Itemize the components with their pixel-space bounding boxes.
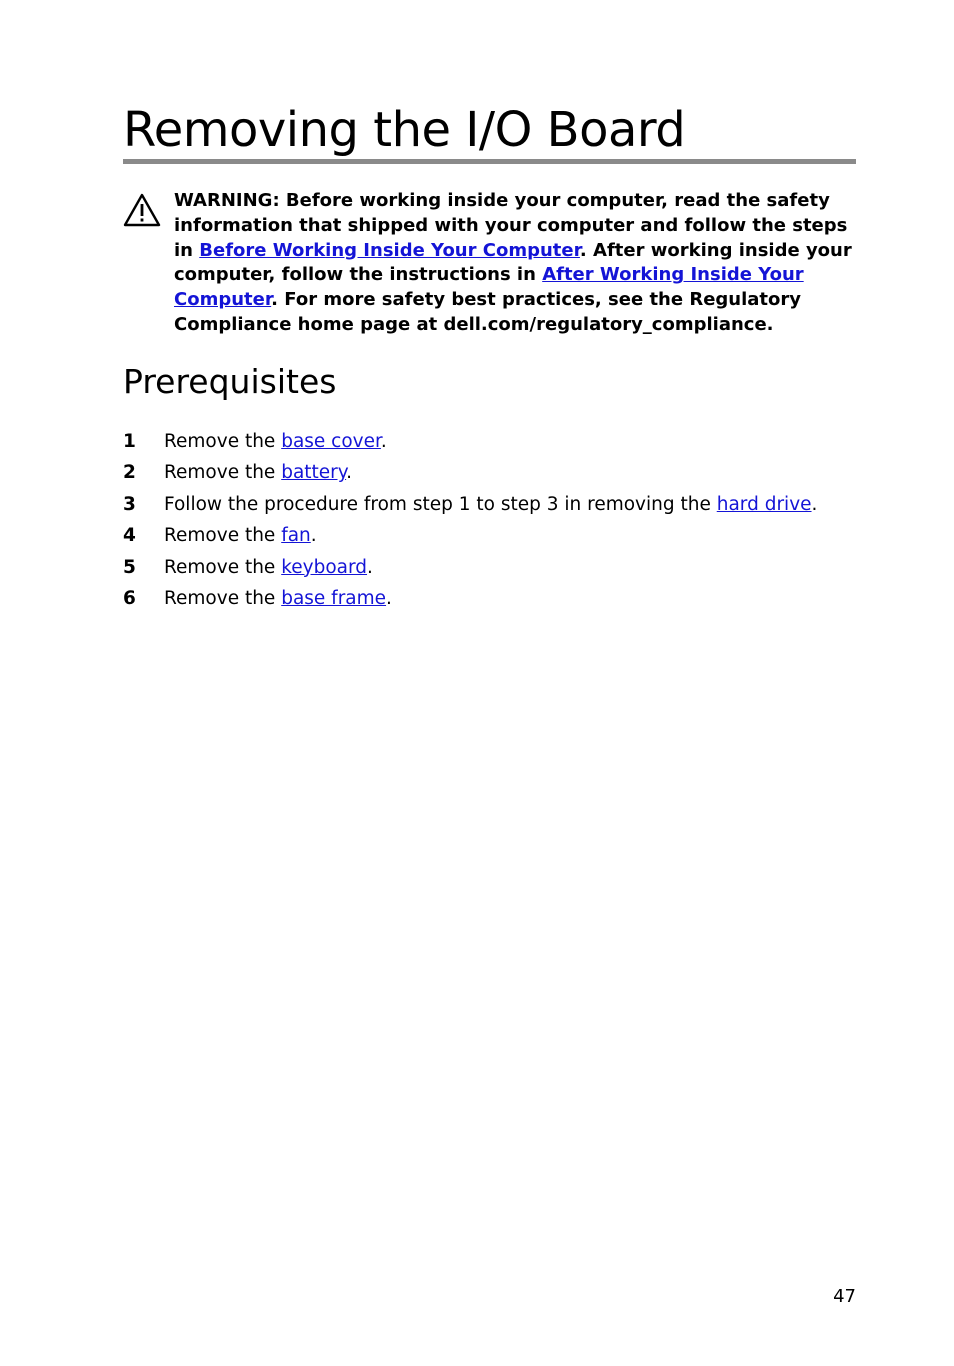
warning-text	[174, 189, 864, 338]
title-rule	[123, 159, 856, 164]
step-number: 5	[123, 556, 136, 578]
before-working-link[interactable]: Before Working Inside Your Computer	[199, 239, 580, 261]
step-punct: .	[811, 493, 818, 515]
step-text: Remove the	[164, 462, 282, 484]
list-item	[123, 585, 883, 616]
page-title: Removing the I/O Board	[123, 102, 686, 158]
list-item	[123, 491, 883, 522]
list-item	[123, 522, 883, 553]
list-item	[123, 554, 883, 585]
step-text: Remove the	[164, 525, 282, 547]
step-number: 3	[123, 493, 136, 515]
base-frame-link[interactable]: base frame	[281, 587, 387, 609]
step-punct: .	[386, 587, 392, 609]
step-punct: .	[346, 462, 352, 484]
battery-link[interactable]: battery	[281, 462, 347, 484]
step-text: Remove the	[164, 556, 282, 578]
step-punct: .	[380, 431, 387, 452]
fan-link[interactable]: fan	[281, 525, 311, 547]
step-number: 4	[123, 525, 136, 547]
page-number: 47	[833, 1286, 856, 1307]
keyboard-link[interactable]: keyboard	[281, 556, 368, 578]
prerequisites-heading: Prerequisites	[123, 362, 337, 401]
prerequisites-list	[123, 428, 883, 616]
step-number: 1	[123, 431, 136, 452]
step-number: 2	[123, 462, 136, 484]
step-text: Remove the	[164, 587, 282, 609]
warning-text-part2: . After working inside your computer, follow the instructions in	[174, 239, 852, 286]
hard-drive-link[interactable]: hard drive	[716, 493, 812, 515]
step-text: Follow the procedure from step 1 to step 3 in removing the	[164, 493, 717, 515]
step-number: 6	[123, 587, 136, 609]
list-item	[123, 428, 883, 459]
warning-text-part1: WARNING: Before working inside your computer, read the safety information that shipped with your computer and follow the steps in	[174, 190, 848, 261]
warning-text-part3: . For more safety best practices, see the Regulatory Compliance home page at dell.com/regulatory_compliance.	[174, 289, 801, 335]
warning-triangle-icon	[123, 193, 161, 227]
after-working-link[interactable]: After Working Inside Your Computer	[174, 264, 804, 311]
step-punct: .	[367, 556, 373, 578]
base-cover-link[interactable]: base cover	[281, 431, 381, 452]
step-punct: .	[310, 525, 317, 547]
list-item	[123, 459, 883, 490]
step-text: Remove the	[164, 431, 282, 452]
